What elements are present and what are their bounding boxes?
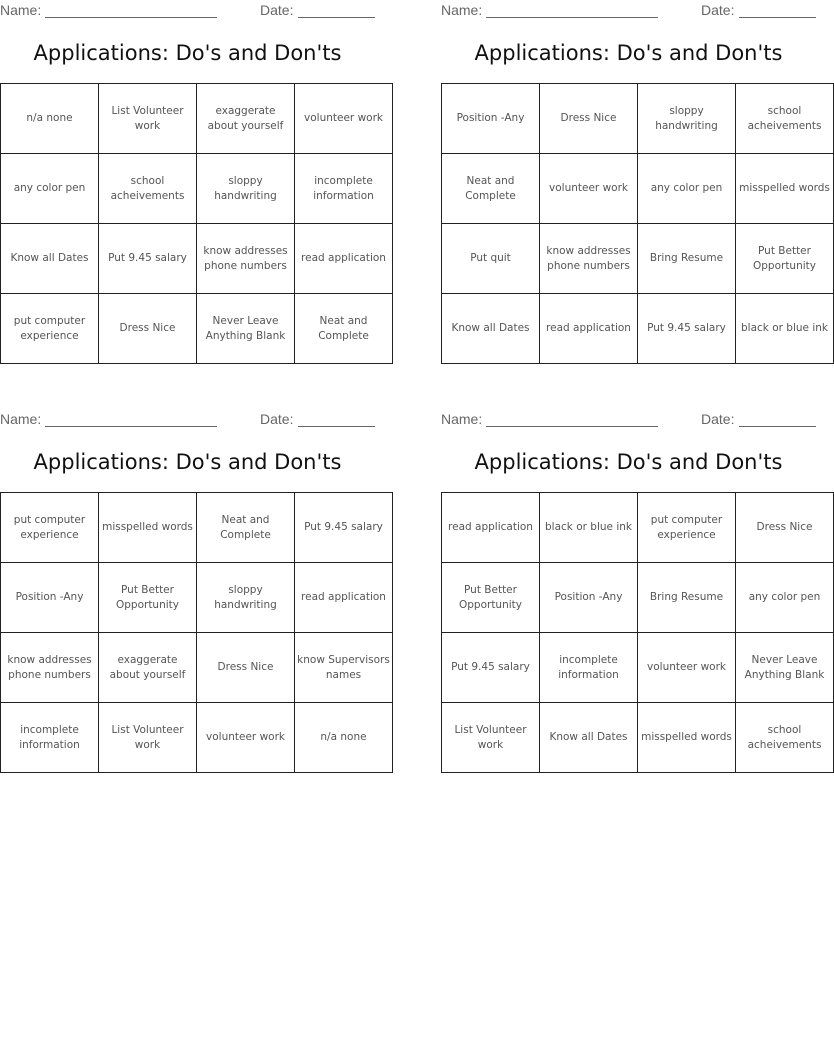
grid-row xyxy=(1,563,393,633)
grid-cell: Dress Nice xyxy=(736,493,834,563)
grid-cell: n/a none xyxy=(295,703,393,773)
date-label: Date: xyxy=(260,2,294,18)
grid-cell: Dress Nice xyxy=(540,84,638,154)
date-blank-line xyxy=(298,17,375,18)
grid-cell: List Volunteer work xyxy=(442,703,540,773)
grid-cell: Put 9.45 salary xyxy=(638,294,736,364)
grid-cell: misspelled words xyxy=(99,493,197,563)
grid-cell: volunteer work xyxy=(638,633,736,703)
grid-cell: black or blue ink xyxy=(540,493,638,563)
grid-cell: any color pen xyxy=(638,154,736,224)
grid-cell: Position -Any xyxy=(442,84,540,154)
grid-cell: Put 9.45 salary xyxy=(442,633,540,703)
grid-row xyxy=(1,633,393,703)
grid-cell: put computer experience xyxy=(1,294,99,364)
name-label: Name: xyxy=(441,2,483,18)
grid-cell: incomplete information xyxy=(540,633,638,703)
grid-cell: know Supervisors names xyxy=(295,633,393,703)
grid-cell: misspelled words xyxy=(736,154,834,224)
grid-cell: school acheivements xyxy=(736,84,834,154)
grid-cell: know addresses phone numbers xyxy=(197,224,295,294)
date-blank-line xyxy=(739,17,816,18)
grid-cell: know addresses phone numbers xyxy=(1,633,99,703)
card-header xyxy=(441,409,816,431)
date-label: Date: xyxy=(701,411,735,427)
grid-row xyxy=(1,224,393,294)
grid-cell: Position -Any xyxy=(1,563,99,633)
card-header xyxy=(0,409,375,431)
grid-row xyxy=(442,294,834,364)
grid-cell: sloppy handwriting xyxy=(197,563,295,633)
name-blank-line xyxy=(486,426,658,427)
grid-cell: Dress Nice xyxy=(197,633,295,703)
grid-cell: Neat and Complete xyxy=(295,294,393,364)
grid-cell: volunteer work xyxy=(295,84,393,154)
grid-cell: volunteer work xyxy=(197,703,295,773)
grid-row xyxy=(1,493,393,563)
grid-cell: read application xyxy=(540,294,638,364)
grid-row xyxy=(442,703,834,773)
grid-cell: List Volunteer work xyxy=(99,84,197,154)
grid-cell: volunteer work xyxy=(540,154,638,224)
card-title: Applications: Do's and Don'ts xyxy=(474,450,783,474)
grid-cell: Never Leave Anything Blank xyxy=(197,294,295,364)
grid-row xyxy=(442,563,834,633)
name-blank-line xyxy=(45,17,217,18)
grid-row xyxy=(442,633,834,703)
grid-cell: n/a none xyxy=(1,84,99,154)
grid-cell: Bring Resume xyxy=(638,224,736,294)
grid-cell: exaggerate about yourself xyxy=(99,633,197,703)
grid-cell: Neat and Complete xyxy=(197,493,295,563)
grid-cell: misspelled words xyxy=(638,703,736,773)
grid-row xyxy=(1,294,393,364)
grid-cell: sloppy handwriting xyxy=(638,84,736,154)
grid-row xyxy=(1,703,393,773)
date-blank-line xyxy=(298,426,375,427)
grid-cell: Put Better Opportunity xyxy=(99,563,197,633)
grid-cell: put computer experience xyxy=(638,493,736,563)
grid-cell: read application xyxy=(295,563,393,633)
grid-cell: Put Better Opportunity xyxy=(442,563,540,633)
grid-cell: exaggerate about yourself xyxy=(197,84,295,154)
card-title: Applications: Do's and Don'ts xyxy=(33,41,342,65)
grid-cell: know addresses phone numbers xyxy=(540,224,638,294)
grid-row xyxy=(442,493,834,563)
grid-cell: Bring Resume xyxy=(638,563,736,633)
grid-cell: any color pen xyxy=(1,154,99,224)
date-blank-line xyxy=(739,426,816,427)
name-label: Name: xyxy=(441,411,483,427)
grid-cell: Put Better Opportunity xyxy=(736,224,834,294)
grid-row xyxy=(442,154,834,224)
grid-cell: Know all Dates xyxy=(540,703,638,773)
bingo-grid xyxy=(441,83,834,364)
name-blank-line xyxy=(45,426,217,427)
grid-cell: Put 9.45 salary xyxy=(295,493,393,563)
grid-row xyxy=(1,154,393,224)
name-blank-line xyxy=(486,17,658,18)
grid-cell: Know all Dates xyxy=(442,294,540,364)
name-label: Name: xyxy=(0,2,42,18)
grid-cell: Dress Nice xyxy=(99,294,197,364)
bingo-grid xyxy=(0,492,393,773)
card-header xyxy=(441,0,816,22)
card-title: Applications: Do's and Don'ts xyxy=(33,450,342,474)
date-label: Date: xyxy=(701,2,735,18)
grid-cell: read application xyxy=(442,493,540,563)
grid-cell: school acheivements xyxy=(736,703,834,773)
grid-cell: incomplete information xyxy=(1,703,99,773)
date-label: Date: xyxy=(260,411,294,427)
grid-cell: Never Leave Anything Blank xyxy=(736,633,834,703)
grid-cell: Position -Any xyxy=(540,563,638,633)
grid-cell: any color pen xyxy=(736,563,834,633)
card-header xyxy=(0,0,375,22)
bingo-grid xyxy=(0,83,393,364)
grid-cell: incomplete information xyxy=(295,154,393,224)
bingo-grid xyxy=(441,492,834,773)
grid-row xyxy=(442,224,834,294)
name-label: Name: xyxy=(0,411,42,427)
grid-cell: Put 9.45 salary xyxy=(99,224,197,294)
grid-cell: sloppy handwriting xyxy=(197,154,295,224)
grid-cell: Neat and Complete xyxy=(442,154,540,224)
card-title: Applications: Do's and Don'ts xyxy=(474,41,783,65)
grid-cell: Know all Dates xyxy=(1,224,99,294)
grid-cell: black or blue ink xyxy=(736,294,834,364)
grid-row xyxy=(442,84,834,154)
grid-cell: school acheivements xyxy=(99,154,197,224)
grid-cell: put computer experience xyxy=(1,493,99,563)
grid-cell: List Volunteer work xyxy=(99,703,197,773)
grid-row xyxy=(1,84,393,154)
grid-cell: read application xyxy=(295,224,393,294)
grid-cell: Put quit xyxy=(442,224,540,294)
